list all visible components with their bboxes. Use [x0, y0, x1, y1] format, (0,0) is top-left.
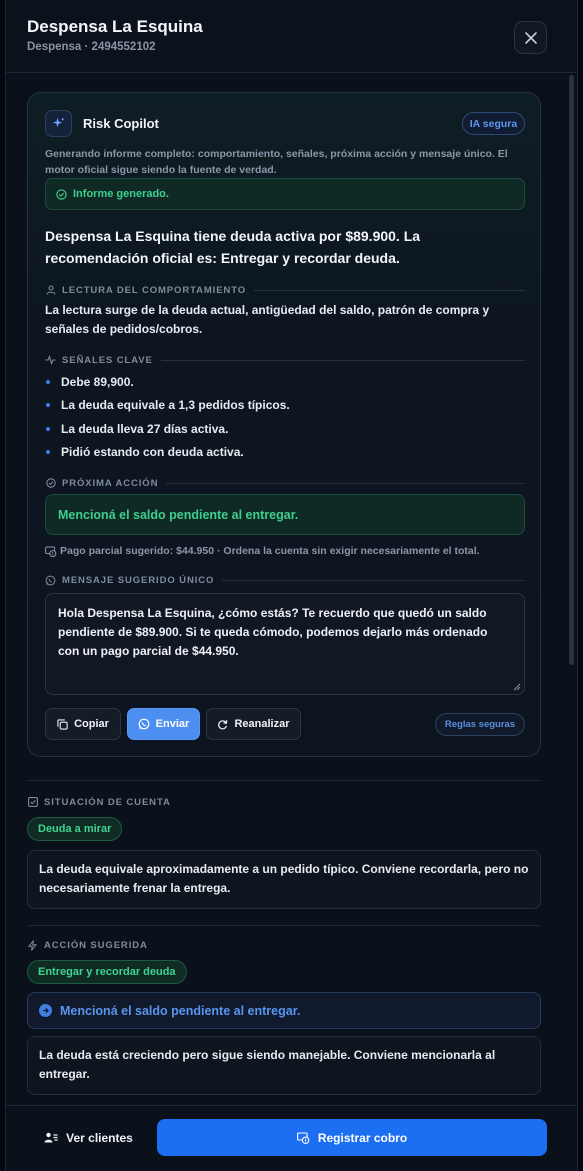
divider — [166, 483, 525, 484]
signals-list — [45, 370, 515, 464]
check-circle-icon — [45, 478, 56, 489]
suggested-message-textarea[interactable] — [45, 593, 525, 695]
scrollbar[interactable] — [569, 75, 574, 1105]
scrollbar-thumb[interactable] — [569, 75, 574, 665]
message-section-label — [45, 573, 525, 587]
safe-rules-button[interactable]: Reglas seguras — [435, 713, 525, 736]
account-text-card: La deuda equivale aproximadamente a un pedido típico. Conviene recordarla, pero no necesariamente frenar la entrega. — [27, 850, 541, 909]
behavior-text: La lectura surge de la deuda actual, antigüedad del saldo, patrón de compra y señales de pedidos/cobros. — [45, 303, 490, 336]
signals-section-label — [45, 353, 525, 367]
signal-text: La deuda equivale a 1,3 pedidos típicos. — [61, 398, 290, 413]
refresh-icon — [217, 719, 228, 730]
message-label-text: MENSAJE SUGERIDO ÚNICO — [62, 574, 215, 586]
page-subtitle: Despensa · 2494552102 — [27, 41, 156, 53]
list-item — [45, 417, 515, 441]
suggested-label-text: ACCIÓN SUGERIDA — [44, 939, 148, 951]
panel-header — [6, 0, 577, 73]
suggested-tip-box — [27, 992, 541, 1029]
divider — [222, 580, 525, 581]
next-action-section-label — [45, 476, 525, 490]
check-circle-icon — [56, 189, 67, 200]
users-icon — [44, 1132, 58, 1143]
signal-text: La deuda lleva 27 días activa. — [61, 421, 229, 436]
arrow-right-icon — [39, 1004, 52, 1017]
view-clients-label: Ver clientes — [66, 1130, 133, 1145]
register-payment-button[interactable] — [157, 1119, 547, 1156]
checkbox-icon — [27, 797, 38, 808]
status-text: Informe generado. — [73, 188, 169, 200]
status-success-box — [45, 178, 525, 210]
register-payment-label: Registrar cobro — [317, 1130, 408, 1145]
signal-text: Pidió estando con deuda activa. — [61, 445, 244, 460]
suggested-tip-text: Mencioná el saldo pendiente al entregar. — [60, 1003, 301, 1018]
suggested-action-section-label — [27, 938, 541, 952]
signal-text: Debe 89,900. — [61, 374, 134, 389]
status-badge: Deuda a mirar — [27, 817, 122, 841]
behavior-section-label — [45, 283, 525, 297]
money-icon — [45, 546, 57, 557]
partial-payment-note — [45, 545, 535, 557]
panel-footer — [6, 1105, 577, 1171]
account-label-text: SITUACIÓN DE CUENTA — [44, 796, 171, 808]
ia-segura-badge: IA segura — [462, 112, 525, 135]
list-item — [45, 441, 515, 465]
next-action-label-text: PRÓXIMA ACCIÓN — [62, 477, 159, 489]
copy-icon — [57, 719, 68, 730]
section-divider — [27, 780, 541, 781]
close-icon — [524, 31, 538, 45]
section-divider — [27, 925, 541, 926]
reanalyze-button[interactable] — [206, 708, 301, 740]
signals-label-text: SEÑALES CLAVE — [62, 354, 153, 366]
copy-button-label: Copiar — [74, 718, 109, 730]
list-item — [45, 394, 515, 418]
copy-button[interactable] — [45, 708, 121, 740]
account-section-label — [27, 795, 541, 809]
payment-note-text: Pago parcial sugerido: $44.950 · Ordena la cuenta sin exigir necesariamente el total. — [60, 545, 480, 557]
risk-copilot-card — [27, 92, 541, 757]
page-title: Despensa La Esquina — [27, 17, 203, 36]
suggested-text-card: La deuda está creciendo pero sigue siendo manejable. Conviene mencionarla al entregar. — [27, 1036, 541, 1095]
action-badge: Entregar y recordar deuda — [27, 960, 187, 984]
next-action-box: Mencioná el saldo pendiente al entregar. — [45, 494, 525, 535]
bullet-dot — [46, 403, 50, 407]
copilot-headline: Despensa La Esquina tiene deuda activa por $89.900. La recomendación oficial es: Entregar y recordar deuda. — [45, 228, 421, 266]
reanalyze-button-label: Reanalizar — [234, 718, 290, 730]
sparkle-icon — [45, 110, 72, 137]
detail-panel — [5, 0, 578, 1171]
behavior-label-text: LECTURA DEL COMPORTAMIENTO — [62, 284, 247, 296]
view-clients-button[interactable] — [27, 1119, 150, 1156]
copilot-description: Generando informe completo: comportamiento, señales, próxima acción y mensaje único. El motor oficial sigue siendo la fuente de verdad. — [45, 148, 508, 176]
message-text: Hola Despensa La Esquina, ¿cómo estás? Te recuerdo que quedó un saldo pendiente de $89.900. Si te queda cómodo, podemos dejarlo más ordenado con un pago parcial de $44.950. — [58, 606, 488, 658]
bullet-dot — [46, 450, 50, 454]
activity-icon — [45, 355, 56, 366]
money-icon — [297, 1132, 310, 1144]
send-button[interactable] — [127, 708, 200, 740]
send-button-label: Enviar — [155, 718, 190, 730]
whatsapp-icon — [138, 718, 150, 730]
whatsapp-icon — [45, 575, 56, 586]
close-button[interactable] — [514, 21, 547, 54]
resize-handle-icon[interactable] — [513, 683, 521, 691]
bullet-dot — [46, 427, 50, 431]
bullet-dot — [46, 380, 50, 384]
divider — [161, 360, 525, 361]
divider — [254, 290, 525, 291]
user-icon — [45, 285, 56, 296]
list-item — [45, 370, 515, 394]
bolt-icon — [27, 940, 38, 951]
copilot-title: Risk Copilot — [83, 116, 159, 131]
